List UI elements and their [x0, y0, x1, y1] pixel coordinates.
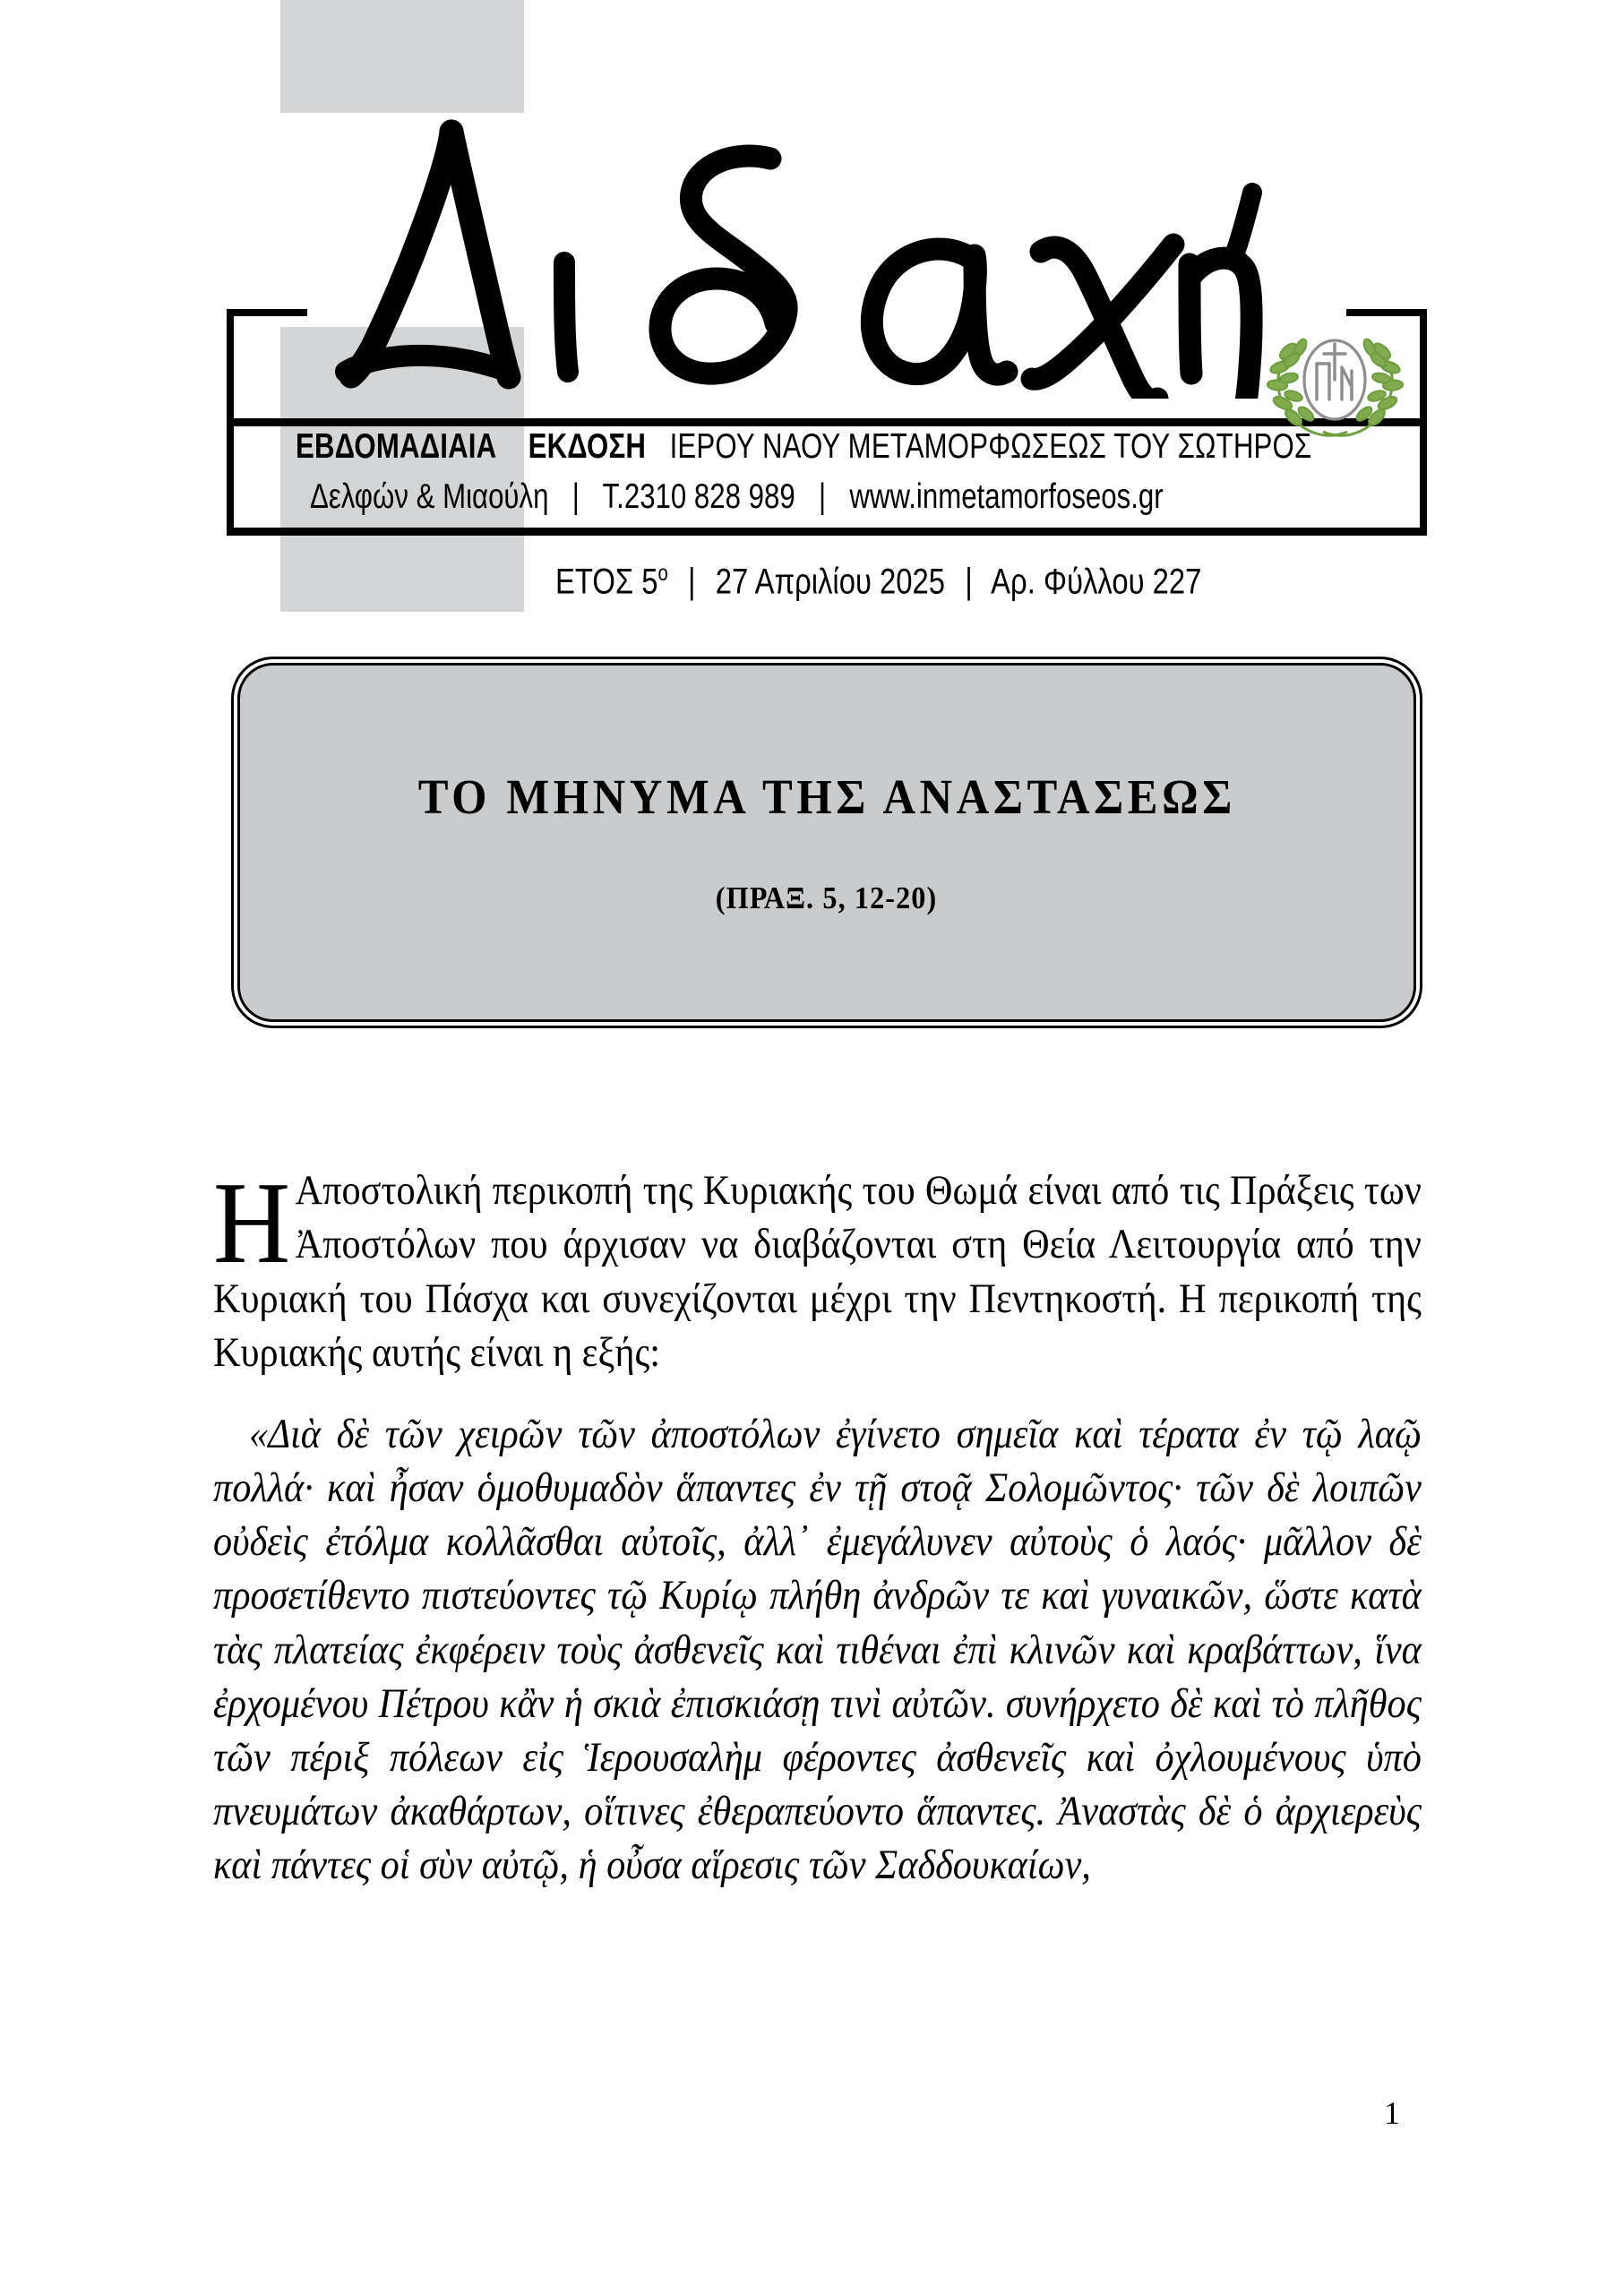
masthead-contact-line [310, 477, 1164, 517]
issue-separator-2: | [965, 562, 973, 602]
masthead-separator-2: | [818, 477, 827, 516]
frame-left-rule [227, 309, 234, 536]
issue-year: ΕΤΟΣ 5 [555, 562, 658, 602]
decorative-grey-band-top [280, 0, 524, 113]
article-body [213, 1158, 1422, 1894]
masthead-separator-1: | [571, 477, 580, 516]
issue-year-ordinal: ο [657, 562, 668, 586]
didache-wordmark-icon [269, 103, 1281, 399]
masthead-logo [269, 103, 1281, 399]
issue-date: 27 Απριλίου 2025 [715, 562, 945, 602]
article-title: ΤΟ ΜΗΝΥΜΑ ΤΗΣ ΑΝΑΣΤΑΣΕΩΣ [417, 769, 1236, 824]
article-title-box [237, 663, 1416, 1022]
frame-right-rule [1420, 309, 1427, 536]
masthead-publication-line [296, 427, 1311, 467]
masthead-phone: Τ.2310 828 989 [602, 477, 795, 516]
masthead-website[interactable]: www.inmetamorfoseos.gr [849, 477, 1164, 516]
scripture-quote-paragraph: «Διὰ δὲ τῶν χειρῶν τῶν ἀποστόλων ἐγίνετο σημεῖα καὶ τέρατα ἐν τῷ λαῷ πολλά· καὶ ἦσαν ὁμοθυμαδὸν ἅπαντες ἐν τῇ στοᾷ Σολομῶντος· τῶν δὲ λοιπῶν οὐδεὶς ἐτόλμα κολλᾶσθαι αὐτοῖς, ἀλλ᾿ ἐμεγάλυνεν αὐτοὺς ὁ λαός· μᾶλλον δὲ προσετίθεντο πιστεύοντες τῷ Κυρίῳ πλήθη ἀνδρῶν τε καὶ γυναικῶν, ὥστε κατὰ τὰς πλατείας ἐκφέρειν τοὺς ἀσθενεῖς καὶ τιθέναι ἐπὶ κλινῶν καὶ κραβάττων, ἵνα ἐρχομένου Πέτρου κἂν ἡ σκιὰ ἐπισκιάσῃ τινὶ αὐτῶν. συνήρχετο δὲ καὶ τὸ πλῆθος τῶν πέριξ πόλεων εἰς Ἱερουσαλὴμ φέροντες ἀσθενεῖς καὶ ὀχλουμένους ὑπὸ πνευμάτων ἀκαθάρτων, οἵτινες ἐθεραπεύοντο ἅπαντες. Ἀναστὰς δὲ ὁ ἀρχιερεὺς καὶ πάντες οἱ σὺν αὐτῷ, ἡ οὖσα αἵρεσις τῶν Σαδδουκαίων, [213, 1411, 1422, 1889]
issue-number: Αρ. Φύλλου 227 [991, 562, 1202, 602]
masthead-church-name: ΙΕΡΟΥ ΝΑΟΥ ΜΕΤΑΜΟΡΦΩΣΕΩΣ ΤΟΥ ΣΩΤΗΡΟΣ [669, 427, 1312, 466]
issue-line [555, 562, 1201, 602]
church-seal [1261, 324, 1409, 450]
page-number: 1 [1384, 2095, 1400, 2131]
masthead-edition-label: ΕΚΔΟΣΗ [528, 427, 647, 466]
masthead-address: Δελφών & Μιαούλη [310, 477, 549, 516]
lead-paragraph: ΗΑποστολική περικοπή της Κυριακής του Θωμά είναι από τις Πράξεις των Ἀποστόλων που άρχισαν να διαβάζονται στη Θεία Λειτουργία από την Κυριακή του Πάσχα και συνεχίζονται μέχρι την Πεντηκοστή. Η περικοπή της Κυριακής αυτής είναι η εξής: [213, 1158, 1422, 1377]
article-scripture-reference: (ΠΡΑΞ. 5, 12-20) [716, 880, 938, 915]
masthead-weekly-label: ΕΒΔΟΜΑΔΙΑΙΑ [296, 427, 497, 466]
issue-separator-1: | [688, 562, 696, 602]
church-monogram-laurel-seal-icon [1261, 324, 1409, 450]
frame-right-top-stub [1346, 309, 1427, 316]
